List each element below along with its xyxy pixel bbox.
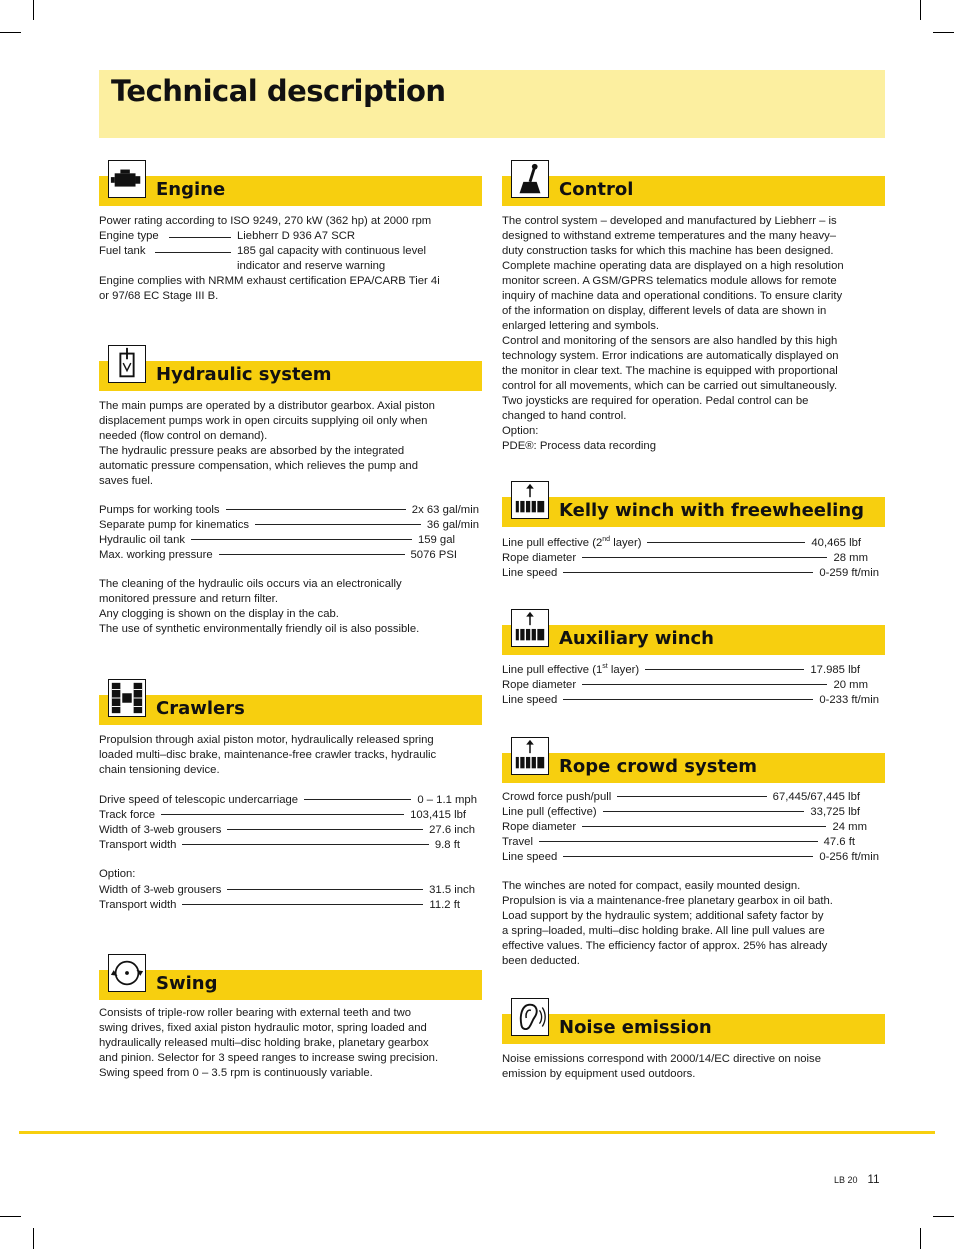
spec-key: Rope diameter (502, 551, 577, 564)
document-code: LB 20 (834, 1175, 858, 1185)
spec-key: Transport width (99, 898, 177, 911)
spec-key: Crowd force push/pull (502, 790, 612, 803)
section-header-kelly-winch (502, 497, 885, 527)
text-line: Propulsion is via a maintenance-free planetary gearbox in oil bath. (502, 895, 833, 907)
control-body (502, 214, 885, 454)
spec-row (502, 550, 868, 565)
section-header-hydraulic (99, 361, 482, 391)
crop-mark (0, 32, 21, 33)
hydraulic-outro (99, 577, 482, 637)
leader-line (603, 811, 805, 812)
spec-row (99, 807, 466, 822)
spec-key: Line speed (502, 850, 558, 863)
spec-row (502, 849, 879, 864)
spec-row (99, 547, 457, 562)
crawlers-intro (99, 733, 482, 778)
section-header-crawlers (99, 695, 482, 725)
text-line: duty construction tasks for which this machine has been designed. (502, 245, 834, 257)
text-line: Consists of triple-row roller bearing with external teeth and two (99, 1007, 412, 1019)
spec-key: Separate pump for kinematics (99, 518, 250, 531)
section-header-swing (99, 970, 482, 1000)
engine-compliance: Engine complies with NRMM exhaust certification EPA/CARB Tier 4i (99, 275, 440, 287)
text-line: swing drives, fixed axial piston hydraulic motor, spring loaded and (99, 1022, 427, 1034)
hydraulic-intro (99, 399, 482, 489)
text-line: The control system – developed and manufactured by Liebherr – is (502, 215, 837, 227)
section-title: Auxiliary winch (559, 628, 714, 649)
spec-key: Transport width (99, 838, 177, 851)
crawlers-specs (99, 792, 477, 852)
spec-value: 0 – 1.1 mph (417, 793, 477, 806)
text-line: saves fuel. (99, 475, 154, 487)
engine-intro: Power rating according to ISO 9249, 270 kW (362 hp) at 2000 rpm (99, 215, 432, 227)
spec-row (502, 834, 855, 849)
crowd-specs (502, 789, 879, 864)
leader-line (563, 856, 813, 857)
aux-specs (502, 662, 879, 707)
crop-mark (933, 1216, 954, 1217)
joystick-icon (511, 160, 549, 198)
spec-value: 33,725 lbf (810, 805, 860, 818)
leader-line (563, 699, 813, 700)
leader-line (182, 844, 428, 845)
spec-key: Rope diameter (502, 820, 577, 833)
spec-value: 17.985 lbf (810, 663, 860, 676)
spec-value: 9.8 ft (434, 838, 460, 851)
swing-rotation-icon (108, 954, 146, 992)
text-line: The main pumps are operated by a distributor gearbox. Axial piston (99, 400, 435, 412)
crop-mark (0, 1216, 21, 1217)
text-line: monitor screen. A GSM/GPRS telematics module allows for remote (502, 275, 837, 287)
text-line: the monitor in clear text. The machine is equipped with proportional (502, 365, 838, 377)
ear-icon (511, 998, 549, 1036)
crawlers-option-specs (99, 882, 475, 912)
winch-icon (511, 737, 549, 775)
fuel-tank-value-cont: indicator and reserve warning (237, 260, 386, 272)
spec-key: Width of 3-web grousers (99, 823, 222, 836)
leader-line (182, 904, 423, 905)
text-line: Any clogging is shown on the display in the cab. (99, 608, 339, 620)
spec-row (502, 804, 860, 819)
leader-line (304, 799, 411, 800)
spec-value: 40,465 lbf (811, 536, 861, 549)
hydraulic-cylinder-icon (108, 345, 146, 383)
spec-key: Travel (502, 835, 533, 848)
spec-row (99, 532, 455, 547)
text-line: Load support by the hydraulic system; additional safety factor by (502, 910, 824, 922)
text-line: chain tensioning device. (99, 764, 220, 776)
spec-key: Pumps for working tools (99, 503, 220, 516)
spec-row (99, 822, 475, 837)
spec-row (502, 819, 867, 834)
spec-value: 36 gal/min (426, 518, 479, 531)
spec-key: Line speed (502, 693, 558, 706)
spec-value: 31.5 inch (429, 883, 475, 896)
section-title: Kelly winch with freewheeling (559, 500, 865, 521)
leader-line (191, 539, 412, 540)
spec-key: Hydraulic oil tank (99, 533, 186, 546)
text-line: The use of synthetic environmentally friendly oil is also possible. (99, 623, 420, 635)
spec-key (502, 664, 639, 676)
text-line: hydraulically released multi–disc holding brake, planetary gearbox (99, 1037, 429, 1049)
spec-row (99, 792, 477, 807)
spec-value: 11.2 ft (429, 898, 460, 911)
hydraulic-specs (99, 502, 479, 562)
leader-line (582, 684, 827, 685)
text-line: technology system. Error indications are automatically displayed on (502, 350, 839, 362)
crowd-body (502, 879, 885, 969)
spec-key: Line speed (502, 566, 558, 579)
text-line: inquiry of machine data and operational conditions. To ensure clarity (502, 290, 843, 302)
option-label: Option: (99, 868, 136, 880)
text-line: control for all movements, which can be carried out simultaneously. (502, 380, 838, 392)
text-line: a spring–loaded, multi–disc holding brake. All line pull values are (502, 925, 825, 937)
spec-row (502, 565, 879, 580)
spec-key: Max. working pressure (99, 548, 213, 561)
text-line: effective values. The efficiency factor of approx. 25% has already (502, 940, 828, 952)
text-line: enlarged lettering and symbols. (502, 320, 659, 332)
text-line: Complete machine operating data are displayed on a high resolution (502, 260, 844, 272)
spec-row (502, 535, 861, 550)
crop-mark (33, 1228, 34, 1249)
spec-key: Line pull (effective) (502, 805, 597, 818)
crop-mark (920, 1228, 921, 1249)
crop-mark (920, 0, 921, 20)
spec-value: 0-233 ft/min (819, 693, 879, 706)
kelly-specs (502, 535, 879, 580)
text-line: The cleaning of the hydraulic oils occurs via an electronically (99, 578, 402, 590)
spec-row (99, 882, 475, 897)
section-title: Rope crowd system (559, 756, 758, 777)
spec-row (99, 837, 460, 852)
page-title: Technical description (111, 74, 446, 108)
text-line: and pinion. Selector for 3 speed ranges to increase swing precision. (99, 1052, 439, 1064)
spec-value: 27.6 inch (429, 823, 475, 836)
noise-body (502, 1052, 885, 1082)
leader-line (227, 889, 423, 890)
spec-row (99, 517, 479, 532)
spec-value: 0-256 ft/min (819, 850, 879, 863)
spec-row (502, 662, 860, 677)
text-line: needed (flow control on demand). (99, 430, 268, 442)
engine-compliance-cont: or 97/68 EC Stage III B. (99, 290, 219, 302)
leader-line (227, 829, 423, 830)
spec-key: Track force (99, 808, 156, 821)
spec-value: 20 mm (833, 678, 868, 691)
crop-mark (933, 32, 954, 33)
section-header-engine (99, 176, 482, 206)
section-title: Swing (156, 973, 218, 994)
text-line: Propulsion through axial piston motor, hydraulically released spring (99, 734, 434, 746)
text-line: PDE®: Process data recording (502, 440, 656, 452)
page-number: 11 (867, 1174, 880, 1186)
section-header-control (502, 176, 885, 206)
engine-icon (108, 160, 146, 198)
spec-value: 5076 PSI (410, 548, 457, 561)
text-line: been deducted. (502, 955, 580, 967)
section-header-aux-winch (502, 625, 885, 655)
text-line: Two joysticks are required for operation. Pedal control can be (502, 395, 809, 407)
spec-value: 67,445/67,445 lbf (772, 790, 860, 803)
swing-body (99, 1006, 482, 1081)
engine-body (99, 214, 482, 304)
section-title: Noise emission (559, 1017, 712, 1038)
text-line: Swing speed from 0 – 3.5 rpm is continuously variable. (99, 1067, 373, 1079)
spec-key-text: layer) (607, 663, 640, 676)
leader-line (582, 826, 826, 827)
section-header-noise (502, 1014, 885, 1044)
text-line: monitored pressure and return filter. (99, 593, 278, 605)
spec-key: Width of 3-web grousers (99, 883, 222, 896)
spec-row (502, 692, 879, 707)
leader-line (539, 841, 818, 842)
section-title: Engine (156, 179, 226, 200)
leader-line (155, 252, 231, 259)
text-line: designed to withstand extreme temperatures and the many heavy– (502, 230, 837, 242)
text-line: Control and monitoring of the sensors are also handled by this high (502, 335, 838, 347)
footer-rule (19, 1131, 935, 1134)
title-band (99, 70, 885, 138)
spec-value: 28 mm (833, 551, 868, 564)
text-line: changed to hand control. (502, 410, 627, 422)
leader-line (219, 554, 405, 555)
section-title: Control (559, 179, 634, 200)
text-line: emission by equipment used outdoors. (502, 1068, 696, 1080)
spec-value: 47.6 ft (823, 835, 855, 848)
page-footer (834, 1174, 879, 1186)
spec-value: 103,415 lbf (410, 808, 466, 821)
spec-row (502, 677, 868, 692)
spec-key (502, 537, 641, 549)
leader-line (582, 557, 827, 558)
text-line: The winches are noted for compact, easily mounted design. (502, 880, 801, 892)
winch-icon (511, 481, 549, 519)
leader-line (645, 669, 804, 670)
leader-line (226, 509, 406, 510)
spec-key-text: layer) (610, 536, 642, 549)
spec-key-text: Line pull effective (2 (502, 536, 603, 549)
spec-value: 159 gal (417, 533, 455, 546)
leader-line (169, 237, 231, 244)
text-line: displacement pumps work in open circuits supplying oil only when (99, 415, 428, 427)
text-line: loaded multi–disc brake, maintenance-free crawler tracks, hydraulic (99, 749, 437, 761)
spec-value: 24 mm (832, 820, 867, 833)
leader-line (563, 572, 813, 573)
spec-value: 2x 63 gal/min (411, 503, 479, 516)
leader-line (647, 542, 805, 543)
spec-key-text: Line pull effective (1 (502, 663, 603, 676)
fuel-tank-key: Fuel tank (99, 245, 146, 257)
leader-line (161, 814, 404, 815)
section-header-rope-crowd (502, 753, 885, 783)
text-line: Option: (502, 425, 539, 437)
crawler-track-icon (108, 679, 146, 717)
text-line: automatic pressure compensation, which relieves the pump and (99, 460, 418, 472)
fuel-tank-value: 185 gal capacity with continuous level (237, 245, 427, 257)
spec-key: Rope diameter (502, 678, 577, 691)
superscript: nd (602, 535, 611, 543)
leader-line (617, 796, 766, 797)
text-line: of the information on display, different levels of data are shown in (502, 305, 827, 317)
spec-value: 0-259 ft/min (819, 566, 879, 579)
spec-row (502, 789, 860, 804)
crawlers-option-label (99, 867, 135, 882)
superscript: st (602, 662, 608, 670)
leader-line (255, 524, 421, 525)
crop-mark (33, 0, 34, 20)
text-line: Noise emissions correspond with 2000/14/EC directive on noise (502, 1053, 821, 1065)
engine-type-key: Engine type (99, 230, 159, 242)
spec-row (99, 897, 460, 912)
section-title: Hydraulic system (156, 364, 332, 385)
spec-key: Drive speed of telescopic undercarriage (99, 793, 299, 806)
spec-row (99, 502, 479, 517)
text-line: The hydraulic pressure peaks are absorbed by the integrated (99, 445, 405, 457)
engine-type-value: Liebherr D 936 A7 SCR (237, 230, 356, 242)
winch-icon (511, 609, 549, 647)
section-title: Crawlers (156, 698, 245, 719)
